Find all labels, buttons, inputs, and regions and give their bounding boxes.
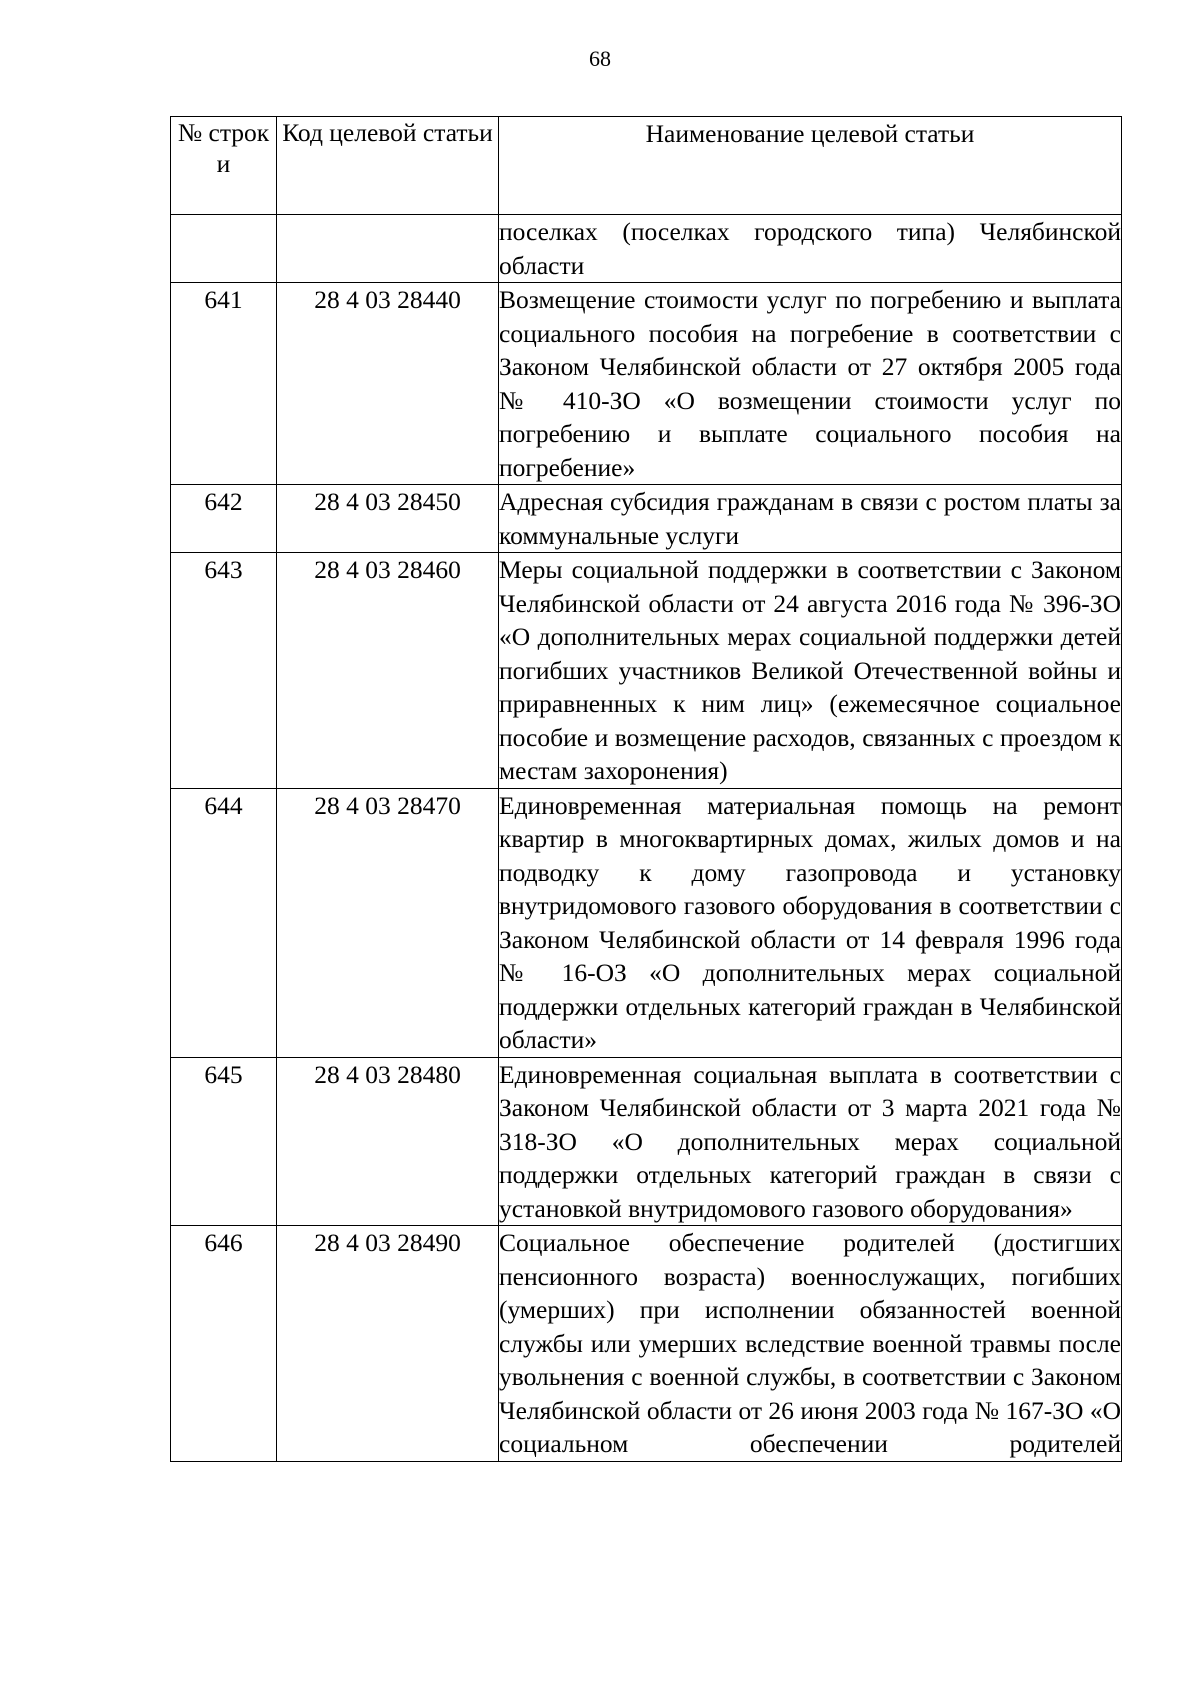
page-number: 68 [589,46,611,71]
article-name: Единовременная социальная выплата в соответствии с Законом Челябинской области от 3 марта 2021 года № 318-ЗО «О дополнительных мерах социальной поддержки отдельных категорий граждан в связи с установкой внутридомового газового оборудования» [499,1057,1122,1226]
article-name: поселках (поселках городского типа) Челябинской области [499,215,1122,283]
row-number: 645 [171,1057,277,1226]
table-row [171,788,1122,1057]
table-row [171,1226,1122,1462]
header-row-number: № строк и [171,117,277,215]
article-code: 28 4 03 28470 [277,788,499,1057]
row-number [171,215,277,283]
article-name: Адресная субсидия гражданам в связи с ростом платы за коммунальные услуги [499,485,1122,553]
article-code: 28 4 03 28480 [277,1057,499,1226]
row-number: 643 [171,553,277,789]
row-number: 642 [171,485,277,553]
target-articles-table [170,116,1122,1462]
table-row [171,1057,1122,1226]
table-row [171,215,1122,283]
article-code [277,215,499,283]
article-name: Социальное обеспечение родителей (достигших пенсионного возраста) военнослужащих, погибших (умерших) при исполнении обязанностей военной службы или умерших вследствие военной травмы после увольнения с военной службы, в соответствии с Законом Челябинской области от 26 июня 2003 года № 167-ЗО «О социальном обеспечении родителей [499,1226,1122,1462]
row-number: 644 [171,788,277,1057]
article-code: 28 4 03 28460 [277,553,499,789]
header-article-code: Код целевой статьи [277,117,499,215]
row-number: 646 [171,1226,277,1462]
article-code: 28 4 03 28490 [277,1226,499,1462]
article-code: 28 4 03 28450 [277,485,499,553]
table-row [171,485,1122,553]
row-number: 641 [171,283,277,485]
header-article-name: Наименование целевой статьи [499,117,1122,215]
article-name: Возмещение стоимости услуг по погребению и выплата социального пособия на погребение в соответствии с Законом Челябинской области от 27 октября 2005 года № 410-ЗО «О возмещении стоимости услуг по погребению и выплате социального пособия на погребение» [499,283,1122,485]
article-name: Единовременная материальная помощь на ремонт квартир в многоквартирных домах, жилых домов и на подводку к дому газопровода и установку внутридомового газового оборудования в соответствии с Законом Челябинской области от 14 февраля 1996 года № 16-ОЗ «О дополнительных мерах социальной поддержки отдельных категорий граждан в Челябинской области» [499,788,1122,1057]
table-header-row [171,117,1122,215]
article-name: Меры социальной поддержки в соответствии с Законом Челябинской области от 24 августа 2016 года № 396-ЗО «О дополнительных мерах социальной поддержки детей погибших участников Великой Отечественной войны и приравненных к ним лиц» (ежемесячное социальное пособие и возмещение расходов, связанных с проездом к местам захоронения) [499,553,1122,789]
table-row [171,283,1122,485]
article-code: 28 4 03 28440 [277,283,499,485]
table-row [171,553,1122,789]
